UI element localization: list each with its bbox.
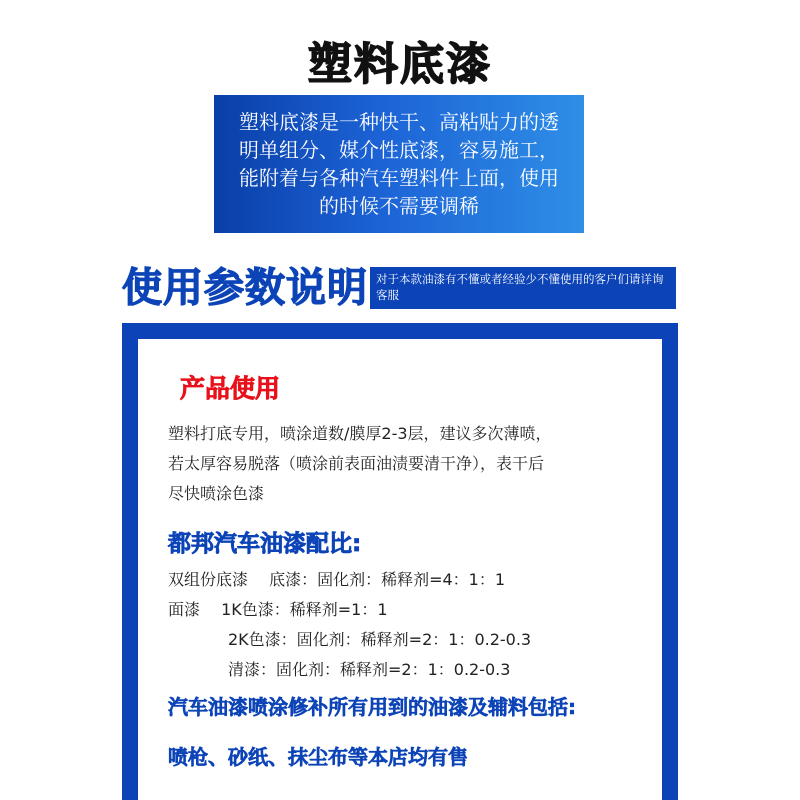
intro-line: 的时候不需要调稀: [319, 194, 479, 218]
section-header: [122, 265, 678, 313]
intro-line: 明单组分、媒介性底漆，容易施工，: [239, 138, 559, 162]
usage-line: 若太厚容易脱落（喷涂前表面油渍要清干净），表干后: [168, 454, 545, 473]
tools-availability: 喷枪、砂纸、抹尘布等本店均有售: [168, 745, 468, 769]
ratio-row: 面漆 1K色漆：稀释剂=1：1: [168, 600, 388, 619]
instructions-frame: [122, 323, 678, 800]
page-title: 塑料底漆: [308, 39, 492, 90]
ratio-list: [168, 565, 668, 685]
usage-line: 尽快喷涂色漆: [168, 484, 265, 503]
usage-line: 塑料打底专用，喷涂道数/膜厚2-3层，建议多次薄喷，: [168, 424, 552, 443]
customer-service-note: 对于本款油漆有不懂或者经验少不懂使用的客户们请详询客服: [370, 267, 676, 309]
intro-text: [239, 108, 559, 220]
intro-line: 塑料底漆是一种快干、高粘贴力的透: [239, 110, 559, 134]
ratio-row: 双组份底漆 底漆：固化剂：稀释剂=4：1：1: [168, 570, 506, 589]
section-title: 使用参数说明: [122, 265, 368, 311]
intro-line: 能附着与各种汽车塑料件上面，使用: [239, 166, 559, 190]
intro-box: [214, 95, 584, 233]
ratio-heading: 都邦汽车油漆配比:: [168, 531, 362, 557]
ratio-row: 清漆：固化剂：稀释剂=2：1：0.2-0.3: [228, 660, 511, 679]
ratio-row: 2K色漆：固化剂：稀释剂=2：1：0.2-0.3: [228, 630, 532, 649]
tools-heading: 汽车油漆喷涂修补所有用到的油漆及辅料包括:: [168, 695, 576, 719]
usage-text: [168, 419, 668, 509]
usage-heading: 产品使用: [180, 374, 281, 403]
